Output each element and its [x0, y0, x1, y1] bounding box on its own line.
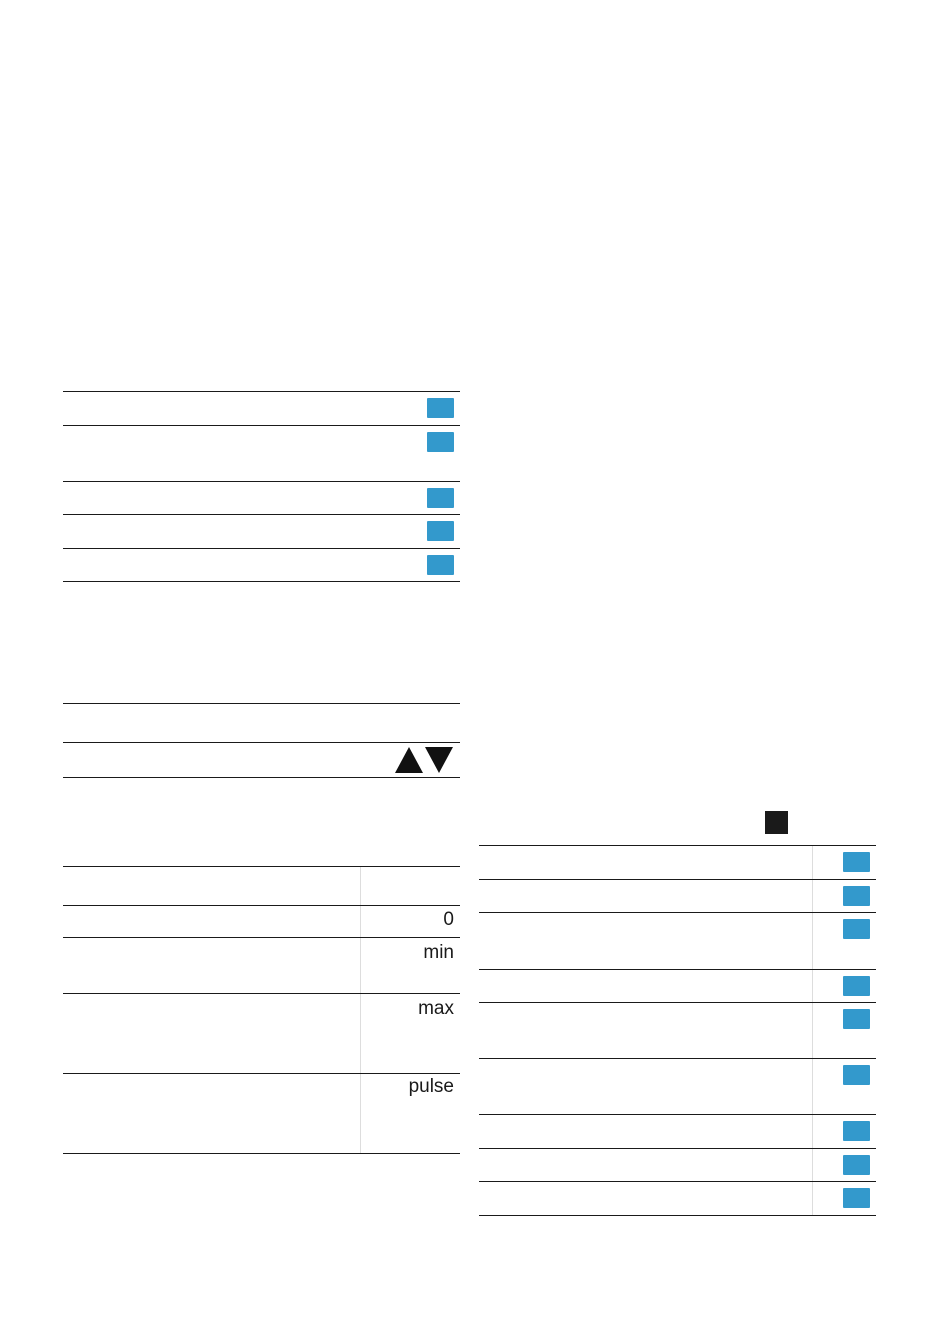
table-row: [63, 704, 460, 743]
status-indicator: [427, 555, 454, 575]
blue-square-icon: [843, 976, 870, 996]
table-row: [479, 880, 876, 913]
table-row: [63, 392, 460, 426]
table-row: [479, 1003, 876, 1059]
blue-square-icon: [427, 432, 454, 452]
arrow-down-icon: [425, 747, 453, 773]
table-row: [479, 1059, 876, 1115]
setting-value: max: [418, 998, 454, 1019]
blue-square-icon: [843, 1155, 870, 1175]
status-indicator: [427, 432, 454, 452]
indicator-table-1: [63, 391, 460, 582]
blue-square-icon: [843, 1121, 870, 1141]
table-row: [479, 970, 876, 1003]
blue-square-icon: [427, 398, 454, 418]
status-indicator: [843, 1188, 870, 1208]
setting-value: pulse: [408, 1076, 454, 1097]
indicator-table-2: [479, 845, 876, 1216]
setting-table: [63, 866, 460, 1154]
arrow-icons: [394, 746, 454, 774]
status-indicator: [843, 1065, 870, 1085]
blue-square-icon: [427, 555, 454, 575]
setting-value: 0: [443, 909, 454, 930]
table-row: [479, 913, 876, 970]
status-indicator: [427, 488, 454, 508]
status-indicator: [843, 1009, 870, 1029]
table-row: [63, 515, 460, 549]
table-row: [63, 994, 460, 1074]
table-row: [479, 846, 876, 880]
status-indicator: [843, 886, 870, 906]
setting-value: min: [423, 942, 454, 963]
status-indicator: [843, 1121, 870, 1141]
table-row: [479, 1115, 876, 1149]
blue-square-icon: [843, 852, 870, 872]
table-row: [479, 1182, 876, 1216]
status-indicator: [427, 398, 454, 418]
table-row: [63, 867, 460, 906]
blue-square-icon: [843, 1188, 870, 1208]
status-indicator: [843, 976, 870, 996]
blue-square-icon: [843, 919, 870, 939]
table-row: [63, 906, 460, 938]
control-table: [63, 703, 460, 778]
blue-square-icon: [427, 521, 454, 541]
table-row: [63, 938, 460, 994]
blue-square-icon: [843, 1065, 870, 1085]
stop-square-icon: [765, 811, 788, 834]
table-row: [63, 743, 460, 778]
table-row: [479, 1149, 876, 1182]
table-row: [63, 482, 460, 515]
status-indicator: [843, 919, 870, 939]
blue-square-icon: [843, 1009, 870, 1029]
table-row: [63, 549, 460, 582]
table-row: [63, 426, 460, 482]
status-indicator: [843, 1155, 870, 1175]
arrow-up-icon: [395, 747, 423, 773]
status-indicator: [427, 521, 454, 541]
up-down-arrows-icon: [394, 746, 454, 774]
blue-square-icon: [843, 886, 870, 906]
blue-square-icon: [427, 488, 454, 508]
table-row: [63, 1074, 460, 1154]
status-indicator: [843, 852, 870, 872]
